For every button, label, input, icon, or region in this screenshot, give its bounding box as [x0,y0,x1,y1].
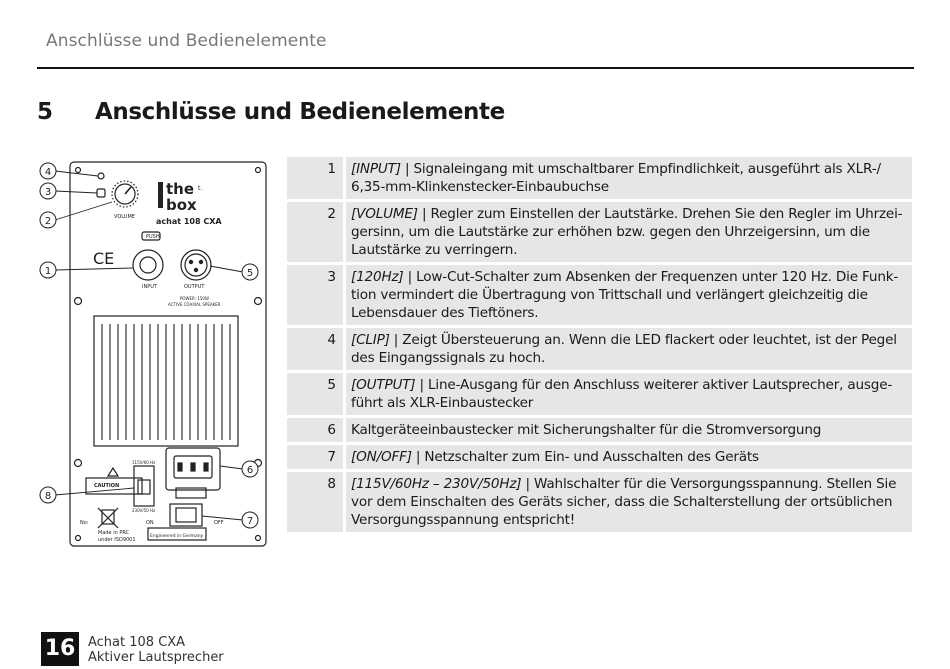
item-number: 8 [287,472,343,532]
item-tag: [VOLUME] [351,206,418,222]
item-text: | Low-Cut-Schalter zum Absenken der Frequenzen unter 120 Hz. Die Funk-tion vermindert die Übertragung von Trittschall und verlängert gleichzeitig die Lebensdauer des Tieftöners. [351,269,899,321]
ce-mark: CE [93,249,115,268]
callout-8-label: 8 [44,491,52,502]
brand-box: box [166,196,197,214]
item-description [346,265,912,325]
item-text: Kaltgeräteeinbaustecker mit Sicherungshalter für die Stromversorgung [351,422,822,438]
warning-triangle-icon [108,468,118,476]
item-description [346,202,912,262]
section-number: 5 [37,99,54,125]
page-number: 16 [41,632,79,666]
item-number: 5 [287,373,343,415]
brand-superscript: t. [198,185,203,192]
callout-4-label: 4 [44,167,52,178]
push-label: PUSH [146,234,160,240]
item-text: | Wahlschalter für die Versorgungsspannung. Stellen Sie vor dem Einschalten des Geräts sicher, dass die Schalterstellung der ortsüblichen Versorgungsspannung entspricht! [351,476,897,528]
rear-panel-diagram [38,158,270,550]
callout-3-label: 3 [44,187,52,198]
item-description [346,373,912,415]
on-label: ON [146,520,154,526]
item-number: 7 [287,445,343,469]
header-rule [37,67,914,69]
power-switch-icon [170,504,202,526]
connector-description-table [287,157,912,535]
item-number: 4 [287,328,343,370]
heatsink-fins [102,324,230,440]
item-number: 2 [287,202,343,262]
brand-the: the [166,180,195,198]
made-in-1: Made in PRC [98,530,130,536]
lowcut-switch-icon [97,189,105,197]
item-tag: [ON/OFF] [351,449,412,465]
callout-7-label: 7 [246,516,254,527]
section-title: Anschlüsse und Bedienelemente [95,99,505,125]
item-description [346,157,912,199]
table-row [287,373,912,415]
table-row [287,202,912,262]
table-row [287,328,912,370]
input-combo-jack-icon [133,250,163,280]
footer-product: Achat 108 CXA [88,635,186,650]
table-row [287,445,912,469]
off-label: OFF [214,520,224,526]
table-row [287,418,912,442]
item-text: | Regler zum Einstellen der Lautstärke. Drehen Sie den Regler im Uhrzei-gersinn, um die Lautstärke zur erhöhen bzw. gegen den Uhrzeigersinn, um die Lautstärke zu verringern. [351,206,903,258]
voltage-label-2: 230V/50 Hz [132,508,156,513]
item-tag: [120Hz] [351,269,404,285]
item-text: | Zeigt Übersteuerung an. Wenn die LED flackert oder leuchtet, ist der Pegel des Eingangssignals zu hoch. [351,332,897,366]
item-description [346,418,912,442]
table-row [287,265,912,325]
item-text: | Line-Ausgang für den Anschluss weiterer aktiver Lautsprecher, ausge-führt als XLR-Einbaustecker [351,377,893,411]
voltage-label-1: 115V/60 Hz [132,460,156,465]
made-in-2: under ISO9001 [98,537,136,543]
input-label: INPUT [142,284,157,290]
clip-led-icon [98,173,104,179]
serial-label: No: [80,520,89,526]
item-text: | Netzschalter zum Ein- und Ausschalten des Geräts [411,449,759,465]
item-description [346,328,912,370]
volume-label: VOLUME [114,214,135,220]
table-row [287,157,912,199]
item-number: 6 [287,418,343,442]
callout-5-label: 5 [246,268,254,279]
item-description [346,472,912,532]
item-text: | Signaleingang mit umschaltbarer Empfindlichkeit, ausgeführt als XLR-/ 6,35-mm-Klinkenstecker-Einbaubuchse [351,161,881,195]
footer-subtitle: Aktiver Lautsprecher [88,650,224,665]
voltage-selector-icon [134,466,154,506]
running-header: Anschlüsse und Bedienelemente [46,31,327,51]
engineered-label: Engineered in Germany [150,534,204,539]
item-tag: [OUTPUT] [351,377,416,393]
item-number: 3 [287,265,343,325]
table-row [287,472,912,532]
power-text: POWER: 150W [180,296,209,301]
callout-2-label: 2 [44,216,52,227]
callout-6-label: 6 [246,465,254,476]
item-number: 1 [287,157,343,199]
item-tag: [CLIP] [351,332,390,348]
model-name: achat 108 CXA [156,217,222,226]
callout-1-label: 1 [44,266,52,277]
item-tag: [115V/60Hz – 230V/50Hz] [351,476,522,492]
output-label: OUTPUT [184,284,205,290]
speaker-text: ACTIVE COAXIAL SPEAKER [168,302,221,307]
item-description [346,445,912,469]
item-tag: [INPUT] [351,161,401,177]
caution-label: CAUTION [94,483,120,489]
